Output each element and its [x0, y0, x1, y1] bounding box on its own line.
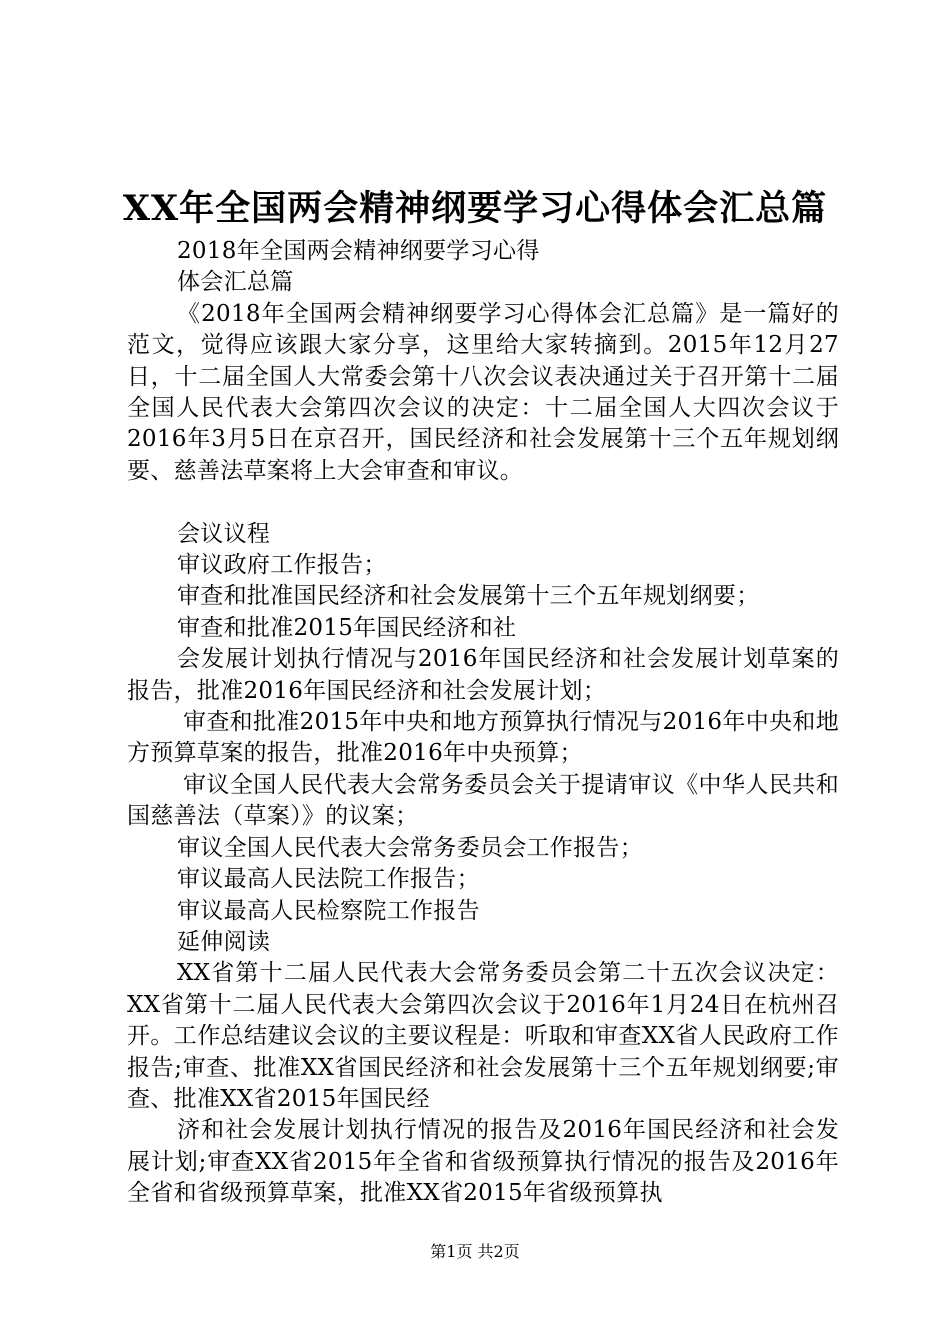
agenda-item: 审议政府工作报告；: [177, 552, 387, 579]
further-reading-paragraph: 济和社会发展计划执行情况的报告及2016年国民经济和社会发展计划;审查XX省2015年全省和省级预算执行情况的报告及2016年全省和省级预算草案，批准XX省2015年省级预算执: [127, 1117, 839, 1207]
page-indicator: 第1页 共2页: [430, 1242, 520, 1261]
subtitle-line-2: 体会汇总篇: [177, 269, 294, 296]
agenda-item: 审议全国人民代表大会常务委员会工作报告；: [177, 834, 643, 861]
agenda-item: 审查和批准2015年国民经济和社: [177, 614, 517, 641]
document-body: [127, 236, 839, 1210]
blank-line: [127, 487, 839, 518]
agenda-item: 审议最高人民法院工作报告；: [177, 866, 480, 893]
further-reading-heading: 延伸阅读: [177, 928, 271, 955]
page-footer: [0, 1242, 950, 1262]
agenda-item: 会发展计划执行情况与2016年国民经济和社会发展计划草案的报告，批准2016年国民经济和社会发展计划；: [127, 646, 839, 704]
agenda-item: 审议全国人民代表大会常务委员会关于提请审议《中华人民共和国慈善法（草案）》的议案；: [127, 771, 839, 830]
agenda-heading: 会议议程: [177, 520, 271, 547]
agenda-item: 审查和批准国民经济和社会发展第十三个五年规划纲要；: [177, 583, 760, 610]
agenda-item: 审查和批准2015年中央和地方预算执行情况与2016年中央和地方预算草案的报告，批准2016年中央预算；: [127, 709, 839, 767]
agenda-item: 审议最高人民检察院工作报告: [177, 897, 480, 924]
document-title: XX年全国两会精神纲要学习心得体会汇总篇: [122, 188, 828, 229]
intro-paragraph: 《2018年全国两会精神纲要学习心得体会汇总篇》是一篇好的范文，觉得应该跟大家分享，这里给大家转摘到。2015年12月27日，十二届全国人大常委会第十八次会议表决通过关于召开第十二届全国人民代表大会第四次会议的决定：十二届全国人大四次会议于2016年3月5日在京召开，国民经济和社会发展第十三个五年规划纲要、慈善法草案将上大会审查和审议。: [127, 300, 839, 484]
further-reading-paragraph: XX省第十二届人民代表大会常务委员会第二十五次会议决定：XX省第十二届人民代表大会第四次会议于2016年1月24日在杭州召开。工作总结建议会议的主要议程是：听取和审查XX省人民政府工作报告;审查、批准XX省国民经济和社会发展第十三个五年规划纲要;审查、批准XX省2015年国民经: [127, 960, 839, 1112]
subtitle-line-1: 2018年全国两会精神纲要学习心得: [177, 238, 540, 264]
